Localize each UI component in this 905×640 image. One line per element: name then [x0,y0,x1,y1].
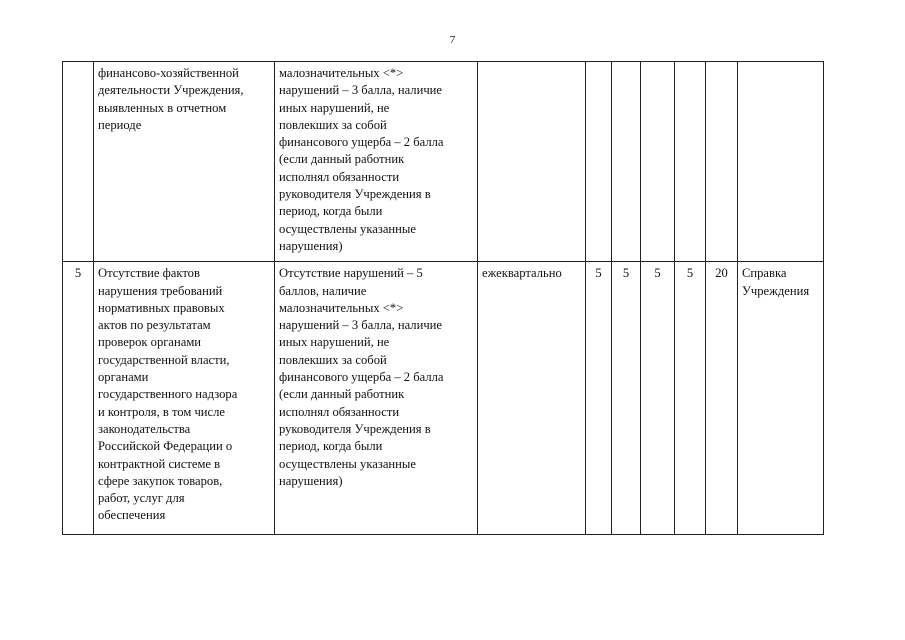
score-cell [612,62,641,262]
score-cell: 5 [586,262,612,535]
evaluation-cell: Отсутствие нарушений – 5 баллов, наличие малозначительных <*> нарушений – 3 балла, наличие иных нарушений, не повлекших за собой финансового ущерба – 2 балла (если данный работник исполнял обязанности руководителя Учреждения в период, когда были осуществлены указанные нарушения) [275,262,478,535]
total-cell [706,62,738,262]
score-cell: 5 [641,262,675,535]
score-cell [586,62,612,262]
row-number-cell: 5 [63,262,94,535]
score-cell: 5 [675,262,706,535]
score-cell [675,62,706,262]
source-cell: Справка Учреждения [738,262,824,535]
row-number-cell [63,62,94,262]
criteria-table [62,61,824,535]
evaluation-cell: малозначительных <*> нарушений – 3 балла, наличие иных нарушений, не повлекших за собой финансового ущерба – 2 балла (если данный работник исполнял обязанности руководителя Учреждения в период, когда были осуществлены указанные нарушения) [275,62,478,262]
table-row [63,262,824,535]
period-cell [478,62,586,262]
score-cell: 5 [612,262,641,535]
total-cell: 20 [706,262,738,535]
criterion-cell: финансово-хозяйственной деятельности Учреждения, выявленных в отчетном периоде [94,62,275,262]
score-cell [641,62,675,262]
criterion-cell: Отсутствие фактов нарушения требований нормативных правовых актов по результатам проверок органами государственной власти, органами государственного надзора и контроля, в том числе законодательства Российской Федерации о контрактной системе в сфере закупок товаров, работ, услуг для обеспечения [94,262,275,535]
page-number: 7 [449,34,456,46]
source-cell [738,62,824,262]
period-cell: ежеквартально [478,262,586,535]
table-row [63,62,824,262]
